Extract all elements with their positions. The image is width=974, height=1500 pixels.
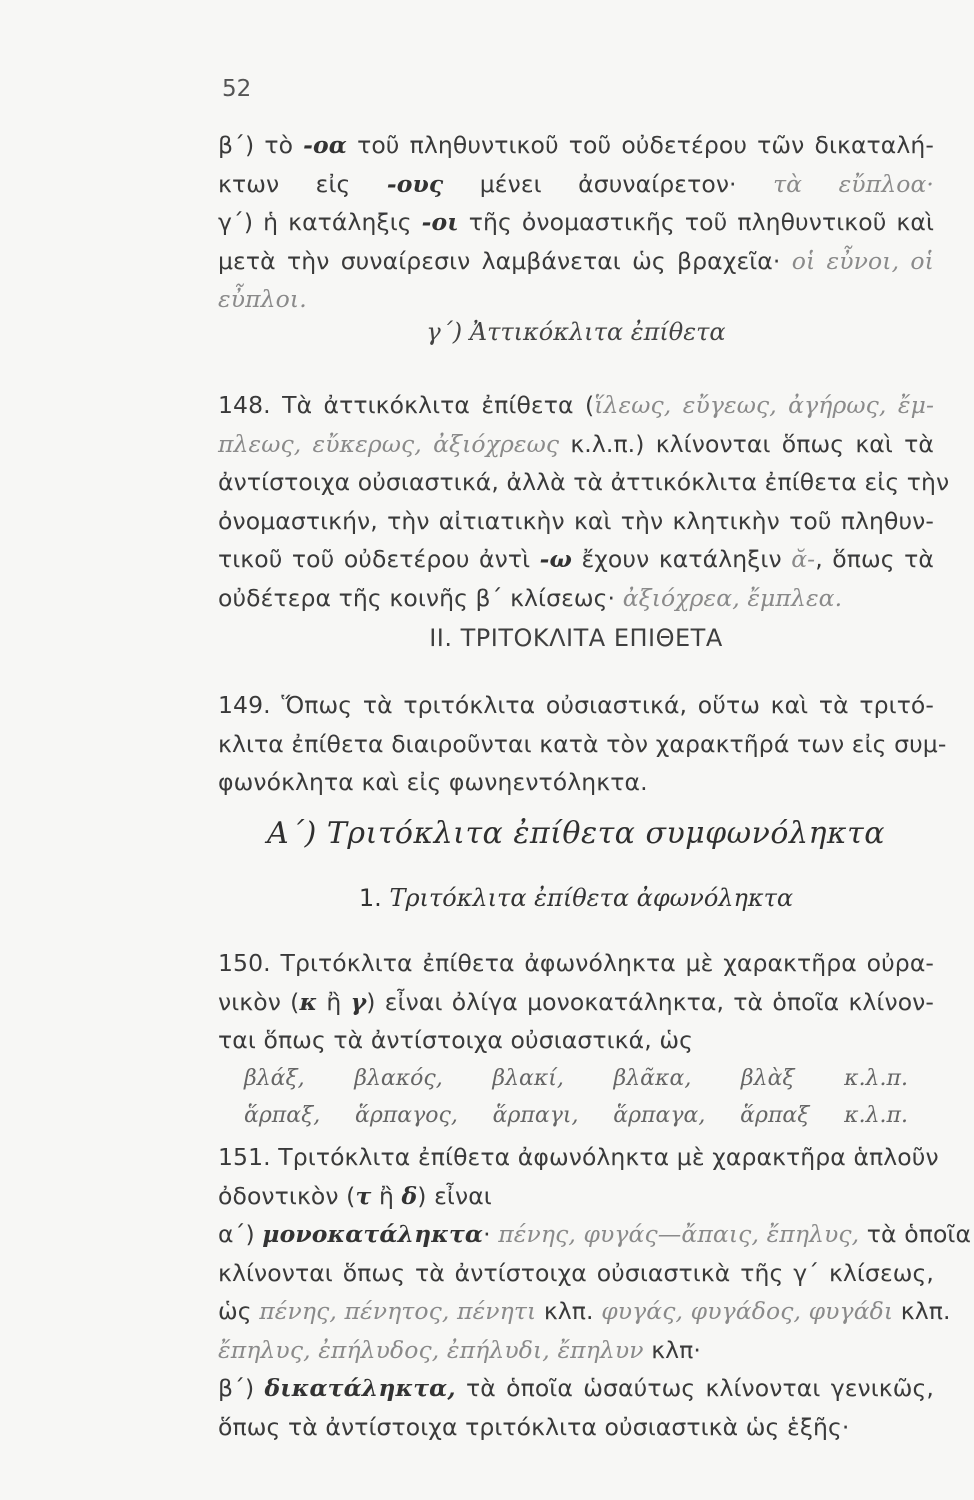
text-line: ἔπηλυς, ἐπήλυδος, ἐπήλυδι, ἔπηλυν κλπ·	[218, 1335, 702, 1364]
text-line: κλίνονται ὅπως τὰ ἀντίστοιχα οὐσιαστικὰ τῆς γ΄ κλίσεως,	[218, 1258, 934, 1287]
text-line: εὖπλοι.	[218, 285, 307, 313]
paragraph-151	[218, 1138, 972, 1446]
text-line: ται ὅπως τὰ ἀντίστοιχα οὐσιαστικά, ὡς	[218, 1026, 694, 1054]
text-line: 151. Τριτόκλιτα ἐπίθετα ἀφωνόληκτα μὲ χαρακτῆρα ἁπλοῦν	[218, 1143, 939, 1171]
text-line: νικὸν (κ ἢ γ) εἶναι ὀλίγα μονοκατάληκτα, τὰ ὁποῖα κλίνον-	[218, 987, 934, 1016]
text-line: κτων εἰς -ους μένει ἀσυναίρετον· τὰ εὔπλοα·	[218, 169, 934, 198]
section-heading-tritoklita: ΙΙ. ΤΡΙΤΟΚΛΙΤΑ ΕΠΙΘΕΤΑ	[429, 624, 723, 652]
text-line: μετὰ τὴν συναίρεσιν λαμβάνεται ὡς βραχεῖα· οἱ εὖνοι, οἱ	[218, 246, 934, 275]
text-line: ἀντίστοιχα οὐσιαστικά, ἀλλὰ τὰ ἀττικόκλιτα ἐπίθετα εἰς τὴν	[218, 468, 950, 496]
text-line: 149. Ὅπως τὰ τριτόκλιτα οὐσιαστικά, οὕτω καὶ τὰ τριτό-	[218, 691, 934, 719]
paragraph-149	[218, 686, 947, 802]
subsection-heading-A: Α΄) Τριτόκλιτα ἐπίθετα συμφωνόληκτα	[267, 816, 885, 851]
text-line: οὐδέτερα τῆς κοινῆς β΄ κλίσεως· ἀξιόχρεα, ἔμπλεα.	[218, 583, 843, 612]
text-line: κλιτα ἐπίθετα διαιροῦνται κατὰ τὸν χαρακτῆρά των εἰς συμ-	[218, 729, 947, 758]
text-line: ὀδοντικὸν (τ ἢ δ) εἶναι	[218, 1181, 492, 1210]
text-line: γ΄) ἡ κατάληξις -οι τῆς ὀνομαστικῆς τοῦ πληθυντικοῦ καὶ	[218, 208, 934, 236]
paragraph-150	[218, 944, 934, 1060]
text-line: 148. Τὰ ἀττικόκλιτα ἐπίθετα (ἵλεως, εὔγεως, ἀγήρως, ἔμ-	[218, 391, 934, 419]
text-line: φωνόκλητα καὶ εἰς φωνηεντόληκτα.	[218, 768, 648, 796]
text-line: β΄) δικατάληκτα, τὰ ὁποῖα ὡσαύτως κλίνονται γενικῶς,	[218, 1374, 934, 1402]
text-line: ὀνομαστικήν, τὴν αἰτιατικὴν καὶ τὴν κλητικὴν τοῦ πληθυν-	[218, 506, 934, 535]
text-line: πλεως, εὔκερως, ἀξιόχρεως κ.λ.π.) κλίνονται ὅπως καὶ τὰ	[218, 429, 934, 458]
example-row-arpax: ἅρπαξ, ἅρπαγος, ἅρπαγι, ἅρπαγα, ἅρπαξ κ.λ.π.	[244, 1103, 908, 1128]
page-number: 52	[222, 76, 252, 102]
text-line: α΄) μονοκατάληκτα· πένης, φυγάς—ἄπαις, ἔπηλυς, τὰ ὁποῖα	[218, 1220, 972, 1248]
example-row-blax: βλάξ, βλακός, βλακί, βλᾶκα, βλὰξ κ.λ.π. ἅρπαξ, ἅρπαγος, ἅρπαγι, ἅρπαγα, ἅρπαξ κ.λ.π.	[244, 1060, 908, 1134]
section-heading-attic: γ΄) Ἀττικόκλιτα ἐπίθετα	[426, 318, 726, 346]
intro-paragraph	[218, 126, 934, 319]
text-line: β΄) τὸ -οα τοῦ πληθυντικοῦ τοῦ οὐδετέρου τῶν δικαταλή-	[218, 131, 934, 159]
text-line: ὡς πένης, πένητος, πένητι κλπ. φυγάς, φυγάδος, φυγάδι κλπ.	[218, 1297, 951, 1325]
subsection-heading-1: 1. Τριτόκλιτα ἐπίθετα ἀφωνόληκτα	[358, 884, 794, 912]
text-line: ὅπως τὰ ἀντίστοιχα τριτόκλιτα οὐσιαστικὰ ὡς ἑξῆς·	[218, 1412, 850, 1441]
text-line: τικοῦ τοῦ οὐδετέρου ἀντὶ -ω ἔχουν κατάληξιν ᾰ-, ὅπως τὰ	[218, 545, 934, 573]
paragraph-148	[218, 386, 950, 617]
text-line: 150. Τριτόκλιτα ἐπίθετα ἀφωνόληκτα μὲ χαρακτῆρα οὐρα-	[218, 949, 934, 977]
